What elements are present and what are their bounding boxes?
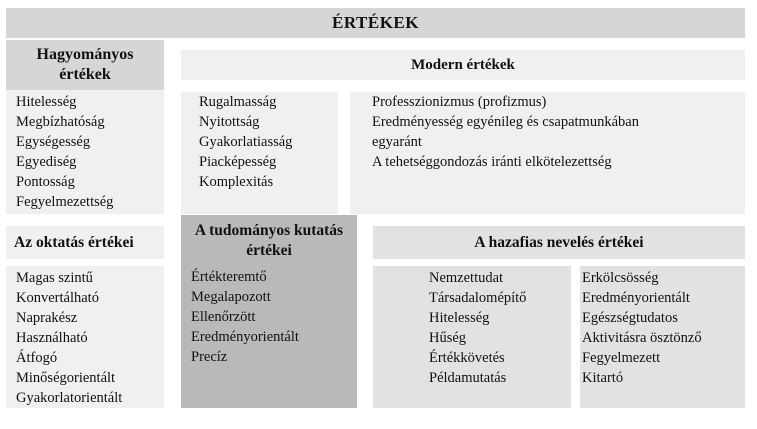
list-item: Hitelesség bbox=[429, 310, 490, 326]
list-item: egyaránt bbox=[372, 134, 422, 150]
research-values-header: A tudományos kutatás értékei bbox=[181, 215, 357, 267]
list-item: Egészségtudatos bbox=[582, 310, 678, 326]
list-item: Értékteremtő bbox=[191, 269, 267, 285]
traditional-values-list bbox=[16, 92, 164, 212]
modern-values-header: Modern értékek bbox=[181, 50, 745, 80]
modern-values-right-list bbox=[372, 92, 745, 172]
list-item: Rugalmasság bbox=[199, 94, 277, 110]
research-values-list bbox=[191, 267, 357, 367]
list-item: Piacképesség bbox=[199, 154, 277, 170]
traditional-values-panel bbox=[6, 90, 164, 214]
list-item: Megalapozott bbox=[191, 289, 271, 305]
list-item: Társadalomépítő bbox=[429, 290, 527, 306]
list-item: Eredményorientált bbox=[582, 290, 690, 306]
list-item: Átfogó bbox=[16, 350, 58, 366]
list-item: Eredményorientált bbox=[191, 329, 299, 345]
list-item: Professzionizmus (profizmus) bbox=[372, 94, 547, 110]
list-item: Hitelesség bbox=[16, 94, 77, 110]
list-item: A tehetséggondozás iránti elkötelezettség bbox=[372, 154, 612, 170]
patriotic-values-header: A hazafias nevelés értékei bbox=[373, 226, 745, 259]
traditional-values-header: Hagyományos értékek bbox=[6, 40, 164, 90]
patriotic-values-left-list bbox=[429, 268, 571, 388]
list-item: Magas szintű bbox=[16, 270, 93, 286]
list-item: Gyakorlatorientált bbox=[16, 390, 123, 406]
list-item: Egyediség bbox=[16, 154, 77, 170]
list-item: Ellenőrzött bbox=[191, 309, 256, 325]
list-item: Naprakész bbox=[16, 310, 78, 326]
list-item: Konvertálható bbox=[16, 290, 99, 306]
list-item: Gyakorlatiasság bbox=[199, 134, 293, 150]
patriotic-values-right-panel bbox=[580, 266, 745, 408]
patriotic-values-right-list bbox=[582, 268, 745, 388]
list-item: Aktivitásra ösztönző bbox=[582, 330, 702, 346]
list-item: Fegyelmezett bbox=[582, 350, 661, 366]
list-item: Hűség bbox=[429, 330, 467, 346]
education-values-panel bbox=[6, 266, 164, 408]
education-values-list bbox=[16, 268, 164, 408]
list-item: Kitartó bbox=[582, 370, 624, 386]
list-item: Egységesség bbox=[16, 134, 91, 150]
modern-values-left-panel bbox=[181, 92, 338, 214]
list-item: Használható bbox=[16, 330, 88, 346]
list-item: Fegyelmezettség bbox=[16, 194, 114, 210]
patriotic-values-left-panel bbox=[373, 266, 571, 408]
list-item: Komplexitás bbox=[199, 174, 274, 190]
list-item: Pontosság bbox=[16, 174, 75, 190]
list-item: Precíz bbox=[191, 349, 228, 365]
list-item: Megbízhatóság bbox=[16, 114, 105, 130]
list-item: Nemzettudat bbox=[429, 270, 504, 286]
education-values-header: Az oktatás értékei bbox=[6, 226, 164, 259]
list-item: Erkölcsösség bbox=[582, 270, 659, 286]
list-item: Eredményesség egyénileg és csapatmunkában bbox=[372, 114, 639, 130]
list-item: Nyitottság bbox=[199, 114, 260, 130]
modern-values-right-panel bbox=[350, 92, 745, 214]
modern-values-left-list bbox=[199, 92, 338, 192]
values-title: ÉRTÉKEK bbox=[6, 8, 745, 38]
list-item: Értékkövetés bbox=[429, 350, 505, 366]
research-values-panel bbox=[181, 267, 357, 408]
list-item: Példamutatás bbox=[429, 370, 507, 386]
list-item: Minőségorientált bbox=[16, 370, 116, 386]
